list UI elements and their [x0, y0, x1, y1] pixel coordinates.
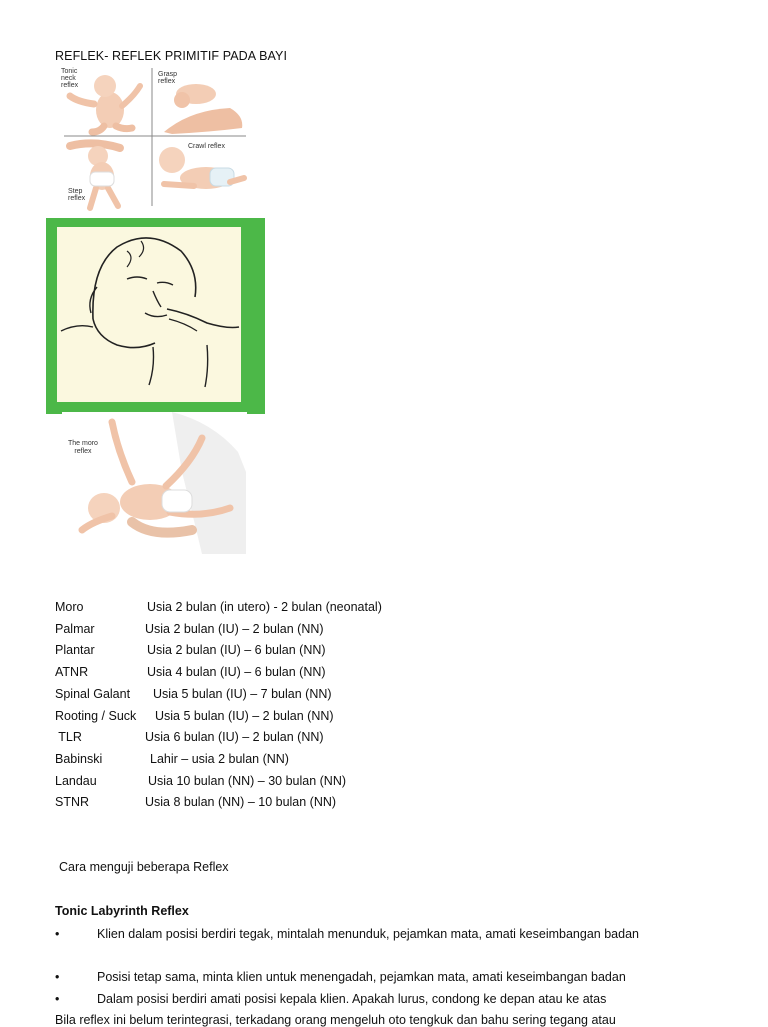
tonic-neck-baby-image — [70, 75, 140, 132]
bullet-text: Klien dalam posisi berdiri tegak, mintalah menunduk, pejamkan mata, amati keseimbangan badan — [97, 927, 639, 941]
step-caption: Step reflex — [68, 188, 86, 202]
reflex-name: Spinal Galant — [55, 686, 131, 701]
bullet-text: Dalam posisi berdiri amati posisi kepala klien. Apakah lurus, condong ke depan atau ke atas — [97, 992, 607, 1006]
reflex-age-range: Usia 5 bulan (IU) – 2 bulan (NN) — [155, 708, 334, 723]
reflex-age-range: Usia 10 bulan (NN) – 30 bulan (NN) — [148, 773, 347, 788]
reflex-age-range: Usia 2 bulan (IU) – 6 bulan (NN) — [147, 643, 326, 658]
document-title: REFLEK- REFLEK PRIMITIF PADA BAYI — [55, 49, 288, 63]
bullet-symbol: • — [55, 992, 60, 1006]
reflex-name: Plantar — [55, 643, 95, 658]
reflex-name: Moro — [55, 600, 84, 614]
grasp-reflex-image — [164, 84, 242, 134]
paragraph-text: Bila reflex ini belum terintegrasi, terkadang orang mengeluh oto tengkuk dan bahu sering tegang atau — [55, 1013, 616, 1027]
reflex-age-range: Lahir – usia 2 bulan (NN) — [150, 751, 289, 766]
reflex-name: TLR — [55, 730, 82, 745]
grasp-caption: Grasp reflex — [158, 71, 178, 85]
reflex-name: Palmar — [55, 621, 95, 636]
section-title: Tonic Labyrinth Reflex — [55, 904, 189, 918]
reflex-age-range: Usia 8 bulan (NN) – 10 bulan (NN) — [145, 795, 337, 810]
rooting-reflex-drawing — [57, 227, 241, 402]
list-item — [55, 967, 695, 989]
reflex-age-range: Usia 4 bulan (IU) – 6 bulan (NN) — [147, 665, 326, 680]
section-subheading: Cara menguji beberapa Reflex — [59, 860, 229, 874]
crawl-reflex-baby-image — [159, 147, 244, 189]
reflex-name: Babinski — [55, 751, 103, 766]
bullet-symbol: • — [55, 970, 60, 984]
rooting-reflex-figure — [46, 218, 265, 414]
reflex-age-range: Usia 2 bulan (in utero) - 2 bulan (neonatal) — [147, 600, 382, 614]
reflex-name: Rooting / Suck — [55, 708, 137, 723]
rooting-reflex-drawing-area — [57, 227, 241, 402]
reflex-name: ATNR — [55, 665, 89, 680]
reflex-age-range: Usia 2 bulan (IU) – 2 bulan (NN) — [145, 621, 324, 636]
moro-reflex-drawing — [62, 412, 247, 554]
crawl-caption: Crawl reflex — [188, 143, 225, 150]
reflex-age-range: Usia 5 bulan (IU) – 7 bulan (NN) — [153, 686, 332, 701]
reflex-name: STNR — [55, 795, 90, 810]
list-item — [55, 989, 695, 1011]
moro-caption: The moro reflex — [68, 440, 98, 455]
moro-reflex-figure — [62, 412, 247, 554]
bullet-text: Posisi tetap sama, minta klien untuk menengadah, pejamkan mata, amati keseimbangan badan — [97, 970, 626, 984]
list-item — [55, 924, 695, 946]
tonic-neck-caption: Tonic neck reflex — [61, 68, 79, 89]
reflex-name: Landau — [55, 773, 97, 788]
reflex-age-range: Usia 6 bulan (IU) – 2 bulan (NN) — [145, 730, 324, 745]
reflex-grid-drawing — [60, 66, 250, 216]
bullet-symbol: • — [55, 927, 60, 941]
reflex-illustration-grid — [60, 66, 250, 216]
